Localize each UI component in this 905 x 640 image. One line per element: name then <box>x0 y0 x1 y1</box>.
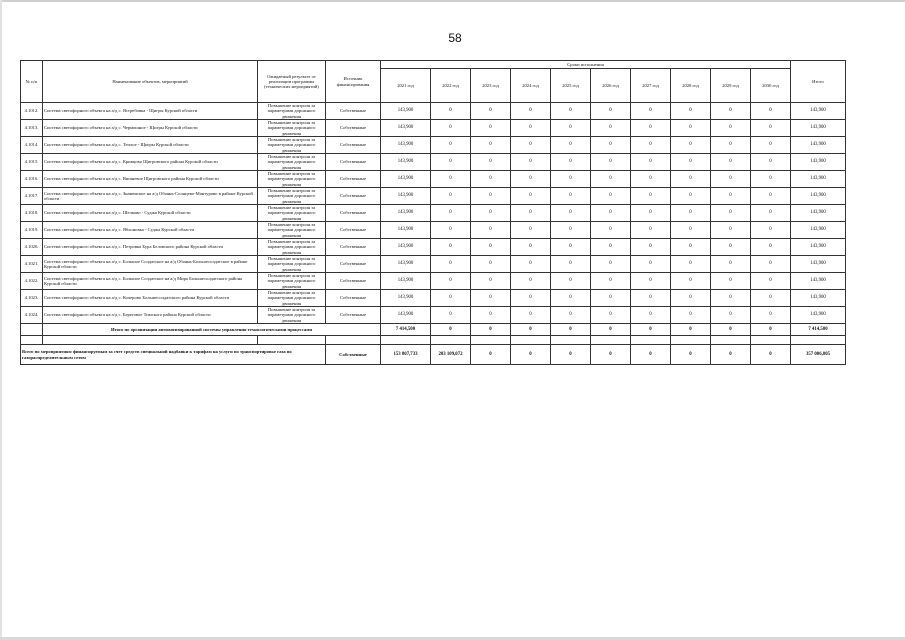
row-year-value: 0 <box>511 273 551 290</box>
table-row <box>21 171 846 188</box>
row-year-value: 0 <box>711 154 751 171</box>
subtotal-year-value: 0 <box>631 324 671 336</box>
row-year-value: 0 <box>471 256 511 273</box>
grand-total-total: 357 006,805 <box>791 345 846 365</box>
grand-total-year-value: 0 <box>591 345 631 365</box>
row-year-value: 0 <box>631 239 671 256</box>
table-row <box>21 154 846 171</box>
row-year-value: 0 <box>711 188 751 205</box>
header-year: 2029 год <box>711 69 751 103</box>
row-year-value: 143,900 <box>381 239 431 256</box>
row-year-value: 0 <box>591 154 631 171</box>
subtotal-year-value: 0 <box>671 324 711 336</box>
row-year-value: 0 <box>671 103 711 120</box>
row-number: 4.1020. <box>21 239 43 256</box>
blank-cell <box>591 336 631 345</box>
row-source: Собственные <box>326 239 381 256</box>
row-year-value: 0 <box>511 239 551 256</box>
row-year-value: 143,900 <box>381 171 431 188</box>
row-year-value: 143,900 <box>381 103 431 120</box>
row-year-value: 0 <box>711 239 751 256</box>
row-year-value: 0 <box>591 137 631 154</box>
row-year-value: 0 <box>551 290 591 307</box>
row-year-value: 143,900 <box>381 307 431 324</box>
row-year-value: 0 <box>591 256 631 273</box>
row-source: Собственные <box>326 290 381 307</box>
row-result: Повышение контроля за параметрами дорожного движения <box>258 222 326 239</box>
blank-cell <box>471 336 511 345</box>
row-total: 143,900 <box>791 188 846 205</box>
row-number: 4.1024. <box>21 307 43 324</box>
row-result: Повышение контроля за параметрами дорожного движения <box>258 273 326 290</box>
header-year: 2021 год <box>381 69 431 103</box>
row-name: Система светофорного объекта на а/д с. Кочерово Большесолдатского района Курской области <box>43 290 258 307</box>
grand-total-year-value: 153 807,733 <box>381 345 431 365</box>
row-year-value: 0 <box>591 188 631 205</box>
row-number: 4.1013. <box>21 120 43 137</box>
grand-total-year-value: 203 109,072 <box>431 345 471 365</box>
header-year: 2022 год <box>431 69 471 103</box>
row-year-value: 0 <box>631 188 671 205</box>
row-year-value: 0 <box>711 103 751 120</box>
financing-table <box>20 60 846 365</box>
row-result: Повышение контроля за параметрами дорожного движения <box>258 137 326 154</box>
subtotal-year-value: 0 <box>751 324 791 336</box>
row-year-value: 0 <box>671 188 711 205</box>
row-name: Система светофорного объекта на а/д с. Яблоновка - Суджа Курской области <box>43 222 258 239</box>
row-year-value: 0 <box>711 256 751 273</box>
row-year-value: 0 <box>591 120 631 137</box>
row-name: Система светофорного объекта на а/д с. Ястребовка - Щигры Курской области <box>43 103 258 120</box>
row-year-value: 0 <box>671 307 711 324</box>
blank-cell <box>258 336 326 345</box>
row-source: Собственные <box>326 256 381 273</box>
row-year-value: 0 <box>511 256 551 273</box>
row-year-value: 0 <box>431 137 471 154</box>
row-year-value: 0 <box>471 222 511 239</box>
row-year-value: 0 <box>751 188 791 205</box>
row-total: 143,900 <box>791 171 846 188</box>
row-name: Система светофорного объекта на а/д с. Шелково - Суджа Курской области <box>43 205 258 222</box>
subtotal-year-value: 7 414,500 <box>381 324 431 336</box>
row-total: 143,900 <box>791 222 846 239</box>
header-total: Итого <box>791 61 846 103</box>
row-number: 4.1021. <box>21 256 43 273</box>
row-year-value: 143,900 <box>381 256 431 273</box>
row-year-value: 0 <box>591 239 631 256</box>
row-total: 143,900 <box>791 205 846 222</box>
row-year-value: 0 <box>671 205 711 222</box>
row-year-value: 0 <box>511 205 551 222</box>
row-year-value: 0 <box>511 154 551 171</box>
blank-cell <box>551 336 591 345</box>
row-year-value: 0 <box>551 188 591 205</box>
subtotal-year-value: 0 <box>711 324 751 336</box>
row-year-value: 143,900 <box>381 290 431 307</box>
row-result: Повышение контроля за параметрами дорожного движения <box>258 239 326 256</box>
row-year-value: 0 <box>711 273 751 290</box>
row-year-value: 0 <box>671 256 711 273</box>
row-year-value: 0 <box>751 307 791 324</box>
row-year-value: 0 <box>591 205 631 222</box>
row-year-value: 0 <box>511 171 551 188</box>
row-year-value: 0 <box>751 171 791 188</box>
row-number: 4.1012. <box>21 103 43 120</box>
row-total: 143,900 <box>791 120 846 137</box>
row-year-value: 0 <box>591 290 631 307</box>
grand-total-year-value: 0 <box>631 345 671 365</box>
header-year: 2026 год <box>591 69 631 103</box>
subtotal-year-value: 0 <box>431 324 471 336</box>
row-year-value: 0 <box>471 290 511 307</box>
blank-cell <box>511 336 551 345</box>
row-total: 143,900 <box>791 290 846 307</box>
row-year-value: 0 <box>551 171 591 188</box>
row-year-value: 0 <box>551 137 591 154</box>
table-row <box>21 103 846 120</box>
row-year-value: 0 <box>711 120 751 137</box>
header-year: 2027 год <box>631 69 671 103</box>
row-result: Повышение контроля за параметрами дорожного движения <box>258 205 326 222</box>
subtotal-year-value: 0 <box>551 324 591 336</box>
row-year-value: 0 <box>711 290 751 307</box>
row-source: Собственные <box>326 188 381 205</box>
row-source: Собственные <box>326 171 381 188</box>
row-source: Собственные <box>326 103 381 120</box>
table-row <box>21 120 846 137</box>
row-year-value: 0 <box>511 137 551 154</box>
row-year-value: 0 <box>631 290 671 307</box>
row-year-value: 0 <box>471 188 511 205</box>
row-total: 143,900 <box>791 239 846 256</box>
blank-cell <box>791 336 846 345</box>
subtotal-year-value: 0 <box>511 324 551 336</box>
blank-cell <box>631 336 671 345</box>
row-year-value: 0 <box>671 290 711 307</box>
row-year-value: 0 <box>551 222 591 239</box>
header-period-group: Сроки исполнения <box>381 61 791 69</box>
row-year-value: 143,900 <box>381 188 431 205</box>
row-year-value: 0 <box>751 290 791 307</box>
row-year-value: 0 <box>471 154 511 171</box>
table-row <box>21 290 846 307</box>
row-year-value: 0 <box>671 171 711 188</box>
row-number: 4.1015. <box>21 154 43 171</box>
row-year-value: 0 <box>551 307 591 324</box>
subtotal-total: 7 414,500 <box>791 324 846 336</box>
row-year-value: 143,900 <box>381 205 431 222</box>
grand-total-year-value: 0 <box>671 345 711 365</box>
header-num: № п/п <box>21 61 43 103</box>
grand-total-year-value: 0 <box>471 345 511 365</box>
row-year-value: 0 <box>631 205 671 222</box>
table-row <box>21 222 846 239</box>
table-row <box>21 273 846 290</box>
row-year-value: 0 <box>431 222 471 239</box>
row-year-value: 0 <box>751 120 791 137</box>
row-year-value: 0 <box>431 256 471 273</box>
row-year-value: 0 <box>711 222 751 239</box>
separator-row <box>21 336 846 345</box>
row-name: Система светофорного объекта на а/д с. Большое Солдатское на а/д Обоянь-Большесолдатское в районе Курской области <box>43 256 258 273</box>
row-year-value: 0 <box>631 137 671 154</box>
row-year-value: 0 <box>431 103 471 120</box>
row-number: 4.1023. <box>21 290 43 307</box>
row-year-value: 0 <box>671 137 711 154</box>
row-year-value: 0 <box>751 137 791 154</box>
row-name: Система светофорного объекта на а/д с. Береговое Тимского района Курской области <box>43 307 258 324</box>
row-year-value: 0 <box>591 103 631 120</box>
row-name: Система светофорного объекта на а/д с. Кривцово Щигровского района Курской области <box>43 154 258 171</box>
row-name: Система светофорного объекта на а/д с. Теплое - Щигры Курской области <box>43 137 258 154</box>
row-result: Повышение контроля за параметрами дорожного движения <box>258 307 326 324</box>
blank-cell <box>43 336 258 345</box>
row-total: 143,900 <box>791 103 846 120</box>
row-year-value: 0 <box>511 290 551 307</box>
row-result: Повышение контроля за параметрами дорожного движения <box>258 290 326 307</box>
row-source: Собственные <box>326 222 381 239</box>
row-year-value: 0 <box>551 273 591 290</box>
row-source: Собственные <box>326 137 381 154</box>
row-year-value: 0 <box>591 273 631 290</box>
table-row <box>21 205 846 222</box>
grand-total-year-value: 0 <box>751 345 791 365</box>
table-row <box>21 256 846 273</box>
blank-cell <box>381 336 431 345</box>
row-year-value: 0 <box>551 120 591 137</box>
row-year-value: 0 <box>591 222 631 239</box>
row-year-value: 0 <box>431 205 471 222</box>
row-year-value: 0 <box>671 273 711 290</box>
row-year-value: 0 <box>551 205 591 222</box>
header-result: Ожидаемый результат от реализации программы (технических мероприятий) <box>258 61 326 103</box>
row-year-value: 0 <box>511 188 551 205</box>
row-year-value: 143,900 <box>381 137 431 154</box>
blank-cell <box>326 336 381 345</box>
row-source: Собственные <box>326 273 381 290</box>
row-year-value: 0 <box>511 103 551 120</box>
row-total: 143,900 <box>791 256 846 273</box>
row-year-value: 0 <box>471 120 511 137</box>
header-source: Источник финансирования <box>326 61 381 103</box>
row-year-value: 0 <box>431 307 471 324</box>
row-name: Система светофорного объекта на а/д с. Знаменское на а/д Обоянь-Солнцево-Мантурово в районе Курской области <box>43 188 258 205</box>
table-row <box>21 307 846 324</box>
table-row <box>21 239 846 256</box>
row-year-value: 143,900 <box>381 222 431 239</box>
grand-total-year-value: 0 <box>711 345 751 365</box>
row-year-value: 0 <box>471 273 511 290</box>
row-result: Повышение контроля за параметрами дорожного движения <box>258 171 326 188</box>
scan-left-edge <box>0 0 2 640</box>
row-year-value: 0 <box>631 103 671 120</box>
row-number: 4.1017. <box>21 188 43 205</box>
row-year-value: 0 <box>431 120 471 137</box>
row-year-value: 0 <box>711 307 751 324</box>
row-year-value: 0 <box>471 171 511 188</box>
row-result: Повышение контроля за параметрами дорожного движения <box>258 103 326 120</box>
row-result: Повышение контроля за параметрами дорожного движения <box>258 188 326 205</box>
row-source: Собственные <box>326 205 381 222</box>
header-year: 2025 год <box>551 69 591 103</box>
blank-cell <box>21 336 43 345</box>
header-year: 2030 год <box>751 69 791 103</box>
row-year-value: 143,900 <box>381 154 431 171</box>
subtotal-year-value: 0 <box>591 324 631 336</box>
header-year: 2024 год <box>511 69 551 103</box>
row-year-value: 0 <box>431 239 471 256</box>
row-year-value: 0 <box>711 171 751 188</box>
row-year-value: 0 <box>471 137 511 154</box>
row-year-value: 0 <box>551 239 591 256</box>
row-year-value: 0 <box>471 103 511 120</box>
row-year-value: 143,900 <box>381 273 431 290</box>
subtotal-num <box>21 324 43 336</box>
row-year-value: 0 <box>671 239 711 256</box>
scan-top-edge <box>0 0 905 2</box>
row-year-value: 0 <box>551 256 591 273</box>
row-year-value: 0 <box>431 154 471 171</box>
row-number: 4.1018. <box>21 205 43 222</box>
row-number: 4.1019. <box>21 222 43 239</box>
row-year-value: 0 <box>551 154 591 171</box>
row-year-value: 0 <box>431 171 471 188</box>
subtotal-label: Итого по организации автоматизированной системы управления технологическими процессами <box>43 324 381 336</box>
row-year-value: 0 <box>431 188 471 205</box>
row-result: Повышение контроля за параметрами дорожного движения <box>258 256 326 273</box>
row-year-value: 0 <box>751 222 791 239</box>
header-name: Наименование объектов, мероприятий <box>43 61 258 103</box>
row-year-value: 0 <box>631 154 671 171</box>
row-year-value: 0 <box>471 205 511 222</box>
row-year-value: 0 <box>631 120 671 137</box>
row-number: 4.1016. <box>21 171 43 188</box>
table-row <box>21 188 846 205</box>
blank-cell <box>711 336 751 345</box>
row-name: Система светофорного объекта на а/д с. Большое Солдатское на а/д Мира Большесолдатского района Курской области <box>43 273 258 290</box>
row-total: 143,900 <box>791 154 846 171</box>
subtotal-row <box>21 324 846 336</box>
row-source: Собственные <box>326 154 381 171</box>
row-year-value: 0 <box>511 307 551 324</box>
row-total: 143,900 <box>791 273 846 290</box>
row-year-value: 0 <box>511 120 551 137</box>
subtotal-year-value: 0 <box>471 324 511 336</box>
table-row <box>21 137 846 154</box>
row-year-value: 0 <box>471 239 511 256</box>
row-year-value: 0 <box>671 154 711 171</box>
blank-cell <box>431 336 471 345</box>
row-year-value: 0 <box>591 307 631 324</box>
grand-total-row <box>21 345 846 365</box>
row-result: Повышение контроля за параметрами дорожного движения <box>258 120 326 137</box>
row-year-value: 0 <box>751 205 791 222</box>
row-source: Собственные <box>326 307 381 324</box>
blank-cell <box>671 336 711 345</box>
row-total: 143,900 <box>791 137 846 154</box>
row-year-value: 0 <box>631 307 671 324</box>
row-source: Собственные <box>326 120 381 137</box>
row-year-value: 0 <box>751 273 791 290</box>
row-year-value: 0 <box>751 103 791 120</box>
row-year-value: 0 <box>751 154 791 171</box>
blank-cell <box>751 336 791 345</box>
row-year-value: 0 <box>631 273 671 290</box>
row-year-value: 143,900 <box>381 120 431 137</box>
row-year-value: 0 <box>471 307 511 324</box>
row-year-value: 0 <box>711 137 751 154</box>
row-total: 143,900 <box>791 307 846 324</box>
row-year-value: 0 <box>631 171 671 188</box>
page-number: 58 <box>448 31 462 45</box>
row-year-value: 0 <box>431 290 471 307</box>
header-year: 2028 год <box>671 69 711 103</box>
grand-total-year-value: 0 <box>551 345 591 365</box>
grand-total-label: Всего по мероприятиям финансируемым за счет средств специальной надбавки к тарифам на услуги по транспортировке газа по газораспределительным сетям <box>21 345 326 365</box>
row-year-value: 0 <box>751 256 791 273</box>
row-name: Система светофорного объекта на а/д с. Чермошное - Щигры Курской области <box>43 120 258 137</box>
row-year-value: 0 <box>511 222 551 239</box>
row-year-value: 0 <box>631 222 671 239</box>
row-result: Повышение контроля за параметрами дорожного движения <box>258 154 326 171</box>
grand-total-year-value: 0 <box>511 345 551 365</box>
row-year-value: 0 <box>551 103 591 120</box>
row-year-value: 0 <box>671 222 711 239</box>
row-year-value: 0 <box>711 205 751 222</box>
row-number: 4.1022. <box>21 273 43 290</box>
row-year-value: 0 <box>751 239 791 256</box>
row-number: 4.1014. <box>21 137 43 154</box>
row-year-value: 0 <box>431 273 471 290</box>
row-name: Система светофорного объекта на а/д с. Вишневое Щигровского района Курской области <box>43 171 258 188</box>
header-year: 2023 год <box>471 69 511 103</box>
row-year-value: 0 <box>631 256 671 273</box>
row-year-value: 0 <box>591 171 631 188</box>
grand-total-source: Собственные <box>326 345 381 365</box>
row-year-value: 0 <box>671 120 711 137</box>
row-name: Система светофорного объекта на а/д с. Петровка Бура Беловского района Курской области <box>43 239 258 256</box>
